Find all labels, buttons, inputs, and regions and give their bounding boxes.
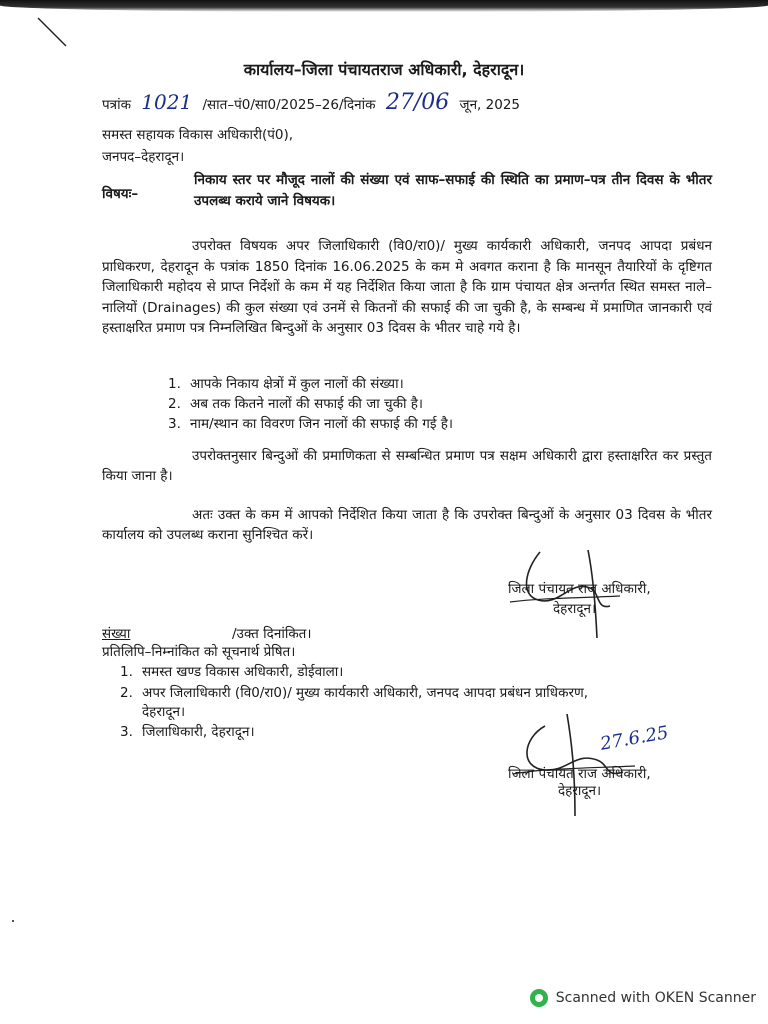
point-text: अब तक कितने नालों की सफाई की जा चुकी है। <box>190 396 424 412</box>
oken-scanner-logo-icon <box>530 989 548 1007</box>
body-paragraph-3: अतः उक्त के कम में आपको निर्देशित किया जाता है कि उपरोक्त बिन्दुओं के अनुसार 03 दिवस के भीतर कार्यालय को उपलब्ध कराना सुनिश्चित करें। <box>102 507 712 543</box>
point-item <box>168 414 453 434</box>
copy-list-item <box>120 683 588 703</box>
copy-text: समस्त खण्ड विकास अधिकारी, डोईवाला। <box>142 664 344 680</box>
copy-number: 2. <box>120 685 133 701</box>
recipient-line-2: जनपद–देहरादून। <box>102 149 185 165</box>
copy-number: 3. <box>120 724 133 740</box>
scan-speck <box>12 920 14 922</box>
office-heading: कार्यालय–जिला पंचायतराज अधिकारी, देहरादून। <box>243 60 525 79</box>
handwritten-ref-date: 27/06 <box>385 90 450 115</box>
ref-month-year: जून, 2025 <box>459 97 520 113</box>
point-item <box>168 374 404 394</box>
point-number: 3. <box>168 416 181 432</box>
recipient-line-1: समस्त सहायक विकास अधिकारी(पं0), <box>102 127 294 143</box>
signature-1-title: जिला पंचायत राज अधिकारी, <box>508 581 651 597</box>
reference-line <box>102 92 520 115</box>
signature-1-place: देहरादून। <box>553 601 597 617</box>
signature-scribble-2 <box>505 708 705 818</box>
point-item <box>168 394 423 414</box>
signature-2-place: देहरादून। <box>558 783 602 799</box>
copy-dated-text: /उक्त दिनांकित। <box>232 626 312 642</box>
ref-label: पत्रांक <box>102 97 131 113</box>
subject-label: विषयः– <box>102 186 139 202</box>
point-text: नाम/स्थान का विवरण जिन नालों की सफाई की गई है। <box>190 416 454 432</box>
copy-text: जिलाधिकारी, देहरादून। <box>142 724 255 740</box>
copy-list-item <box>120 722 255 742</box>
point-number: 2. <box>168 396 181 412</box>
scanner-label: Scanned with OKEN Scanner <box>555 990 756 1006</box>
copy-intro: प्रतिलिपि–निम्नांकित को सूचनार्थ प्रेषित। <box>102 644 296 660</box>
body-paragraph-2: उपरोक्तनुसार बिन्दुओं की प्रमाणिकता से सम्बन्धित प्रमाण पत्र सक्षम अधिकारी द्वारा हस्ताक्षरित कर प्रस्तुत किया जाना है। <box>102 448 712 484</box>
copy-number-label: संख्या <box>102 626 131 642</box>
copy-reference-line <box>102 624 312 644</box>
handwritten-ref-number: 1021 <box>141 90 193 114</box>
signature-2-handwritten-date: 27.6.25 <box>598 722 671 755</box>
copy-list-item <box>120 662 343 682</box>
signature-2-title: जिला पंचायत राज अधिकारी, <box>508 766 651 782</box>
copy-list-item-continuation: देहरादून। <box>142 704 186 720</box>
ref-mid-text: /सात–पं0/सा0/2025–26/दिनांक <box>202 97 376 113</box>
scanner-watermark <box>530 989 756 1007</box>
pen-mark-icon <box>36 16 70 50</box>
point-text: आपके निकाय क्षेत्रों में कुल नालों की संख्या। <box>190 376 404 392</box>
subject-text: निकाय स्तर पर मौजूद नालों की संख्या एवं साफ–सफाई की स्थिति का प्रमाण–पत्र तीन दिवस के भीतर उपलब्ध कराये जाने विषयक। <box>194 172 712 209</box>
scan-shadow-band <box>0 0 768 12</box>
copy-text: अपर जिलाधिकारी (वि0/रा0)/ मुख्य कार्यकारी अधिकारी, जनपद आपदा प्रबंधन प्राधिकरण, <box>142 685 589 701</box>
body-paragraph-1: उपरोक्त विषयक अपर जिलाधिकारी (वि0/रा0)/ मुख्य कार्यकारी अधिकारी, जनपद आपदा प्रबंधन प्राधिकरण, देहरादून के पत्रांक 1850 दिनांक 16.06.2025 के कम मे अवगत कराना है कि मानसून तैयारियों के दृष्टिगत जिलाधिकारी महोदय से प्राप्त निर्देशों के कम में यह निर्देशित किया जाता है कि ग्राम पंचायत क्षेत्र अन्तर्गत स्थित समस्त नाले–नालियों (Drainages) की कुल संख्या एवं उनमें से कितनों की सफाई की जा चुकी है, के सम्बन्ध में प्रमाणित जानकारी एवं हस्ताक्षरित प्रमाण पत्र निम्नलिखित बिन्दुओं के अनुसार 03 दिवस के भीतर चाहे गये है। <box>102 238 712 336</box>
point-number: 1. <box>168 376 181 392</box>
copy-number: 1. <box>120 664 133 680</box>
